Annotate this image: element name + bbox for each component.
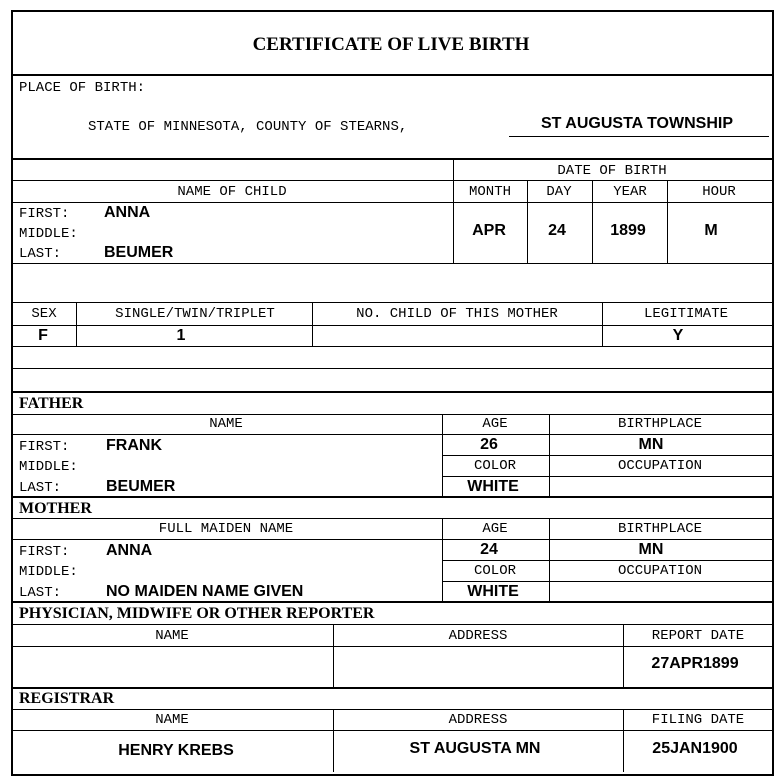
- mother-occupation-label: OCCUPATION: [617, 563, 703, 579]
- mother-color-label: COLOR: [473, 563, 517, 579]
- mother-age-label: AGE: [482, 521, 508, 537]
- father-color-value: WHITE: [467, 478, 519, 495]
- sex-label: SEX: [31, 306, 57, 322]
- filing-date-label: FILING DATE: [651, 712, 745, 728]
- divider: [11, 646, 772, 647]
- father-name-label: NAME: [209, 416, 243, 432]
- father-middle-label: MIDDLE:: [19, 459, 78, 475]
- divider: [11, 158, 772, 160]
- registrar-name-label: NAME: [155, 712, 189, 728]
- divider: [11, 687, 772, 689]
- legitimate-label: LEGITIMATE: [643, 306, 729, 322]
- divider: [527, 180, 528, 263]
- divider: [11, 325, 772, 326]
- divider: [333, 624, 334, 687]
- divider: [11, 74, 772, 76]
- registrar-section-heading: REGISTRAR: [19, 690, 115, 707]
- plurality-label: SINGLE/TWIN/TRIPLET: [115, 306, 275, 322]
- divider: [667, 180, 668, 263]
- legitimate-value: Y: [672, 327, 684, 344]
- mother-first-label: FIRST:: [19, 544, 70, 560]
- divider: [76, 302, 77, 346]
- name-of-child-label: NAME OF CHILD: [177, 184, 287, 200]
- divider: [11, 180, 772, 181]
- divider: [11, 434, 772, 435]
- mother-first-name: ANNA: [106, 542, 153, 559]
- date-of-birth-label: DATE OF BIRTH: [557, 163, 667, 179]
- father-first-name: FRANK: [106, 437, 162, 454]
- birth-hour-value: M: [704, 222, 718, 239]
- divider: [11, 539, 772, 540]
- divider: [333, 709, 334, 772]
- divider: [623, 709, 624, 772]
- registrar-name-value: HENRY KREBS: [118, 742, 234, 759]
- child-last-label: LAST:: [19, 246, 62, 262]
- sex-value: F: [38, 327, 48, 344]
- father-last-label: LAST:: [19, 480, 62, 496]
- divider: [11, 368, 772, 369]
- hour-label: HOUR: [702, 184, 736, 200]
- divider: [11, 414, 772, 415]
- divider: [11, 391, 772, 393]
- birth-year-value: 1899: [610, 222, 646, 239]
- divider: [442, 455, 772, 456]
- birth-month-value: APR: [472, 222, 506, 239]
- child-last-name: BEUMER: [104, 244, 174, 261]
- divider: [442, 476, 772, 477]
- township-value: ST AUGUSTA TOWNSHIP: [541, 115, 733, 132]
- registrar-address-label: ADDRESS: [448, 712, 508, 728]
- father-birthplace-value: MN: [638, 436, 664, 453]
- divider: [11, 518, 772, 519]
- child-number-label: NO. CHILD OF THIS MOTHER: [356, 306, 558, 322]
- divider: [11, 624, 772, 625]
- mother-birthplace-value: MN: [638, 541, 664, 558]
- divider: [11, 601, 772, 603]
- mother-name-label: FULL MAIDEN NAME: [158, 521, 294, 537]
- physician-name-label: NAME: [155, 628, 189, 644]
- year-label: YEAR: [613, 184, 647, 200]
- father-color-label: COLOR: [473, 458, 517, 474]
- mother-section-heading: MOTHER: [19, 500, 92, 517]
- divider: [11, 263, 772, 264]
- divider: [442, 560, 772, 561]
- mother-color-value: WHITE: [467, 583, 519, 600]
- mother-last-label: LAST:: [19, 585, 62, 601]
- state-county-text: STATE OF MINNESOTA, COUNTY OF STEARNS,: [88, 119, 408, 135]
- report-date-value: 27APR1899: [651, 655, 739, 672]
- divider: [602, 302, 603, 346]
- father-section-heading: FATHER: [19, 395, 84, 412]
- child-first-label: FIRST:: [19, 206, 70, 222]
- mother-age-value: 24: [480, 541, 498, 558]
- mother-last-name: NO MAIDEN NAME GIVEN: [106, 583, 304, 600]
- divider: [442, 581, 772, 582]
- divider: [11, 496, 772, 498]
- divider: [623, 624, 624, 687]
- child-first-name: ANNA: [104, 204, 151, 221]
- mother-middle-label: MIDDLE:: [19, 564, 78, 580]
- registrar-address-value: ST AUGUSTA MN: [409, 740, 541, 757]
- divider: [11, 346, 772, 347]
- father-age-label: AGE: [482, 416, 508, 432]
- report-date-label: REPORT DATE: [651, 628, 745, 644]
- birth-day-value: 24: [548, 222, 566, 239]
- father-occupation-label: OCCUPATION: [617, 458, 703, 474]
- divider: [11, 730, 772, 731]
- child-middle-label: MIDDLE:: [19, 226, 78, 242]
- mother-birthplace-label: BIRTHPLACE: [617, 521, 703, 537]
- divider: [312, 302, 313, 346]
- month-label: MONTH: [468, 184, 512, 200]
- divider: [453, 158, 454, 263]
- plurality-value: 1: [176, 327, 186, 344]
- township-underline: [509, 136, 769, 137]
- place-of-birth-label: PLACE OF BIRTH:: [19, 80, 146, 96]
- physician-address-label: ADDRESS: [448, 628, 508, 644]
- filing-date-value: 25JAN1900: [652, 740, 738, 757]
- father-age-value: 26: [480, 436, 498, 453]
- father-last-name: BEUMER: [106, 478, 176, 495]
- divider: [592, 180, 593, 263]
- divider: [11, 202, 772, 203]
- day-label: DAY: [546, 184, 572, 200]
- physician-section-heading: PHYSICIAN, MIDWIFE OR OTHER REPORTER: [19, 605, 375, 622]
- divider: [11, 709, 772, 710]
- certificate-title: CERTIFICATE OF LIVE BIRTH: [252, 34, 530, 55]
- father-birthplace-label: BIRTHPLACE: [617, 416, 703, 432]
- father-first-label: FIRST:: [19, 439, 70, 455]
- divider: [11, 302, 772, 303]
